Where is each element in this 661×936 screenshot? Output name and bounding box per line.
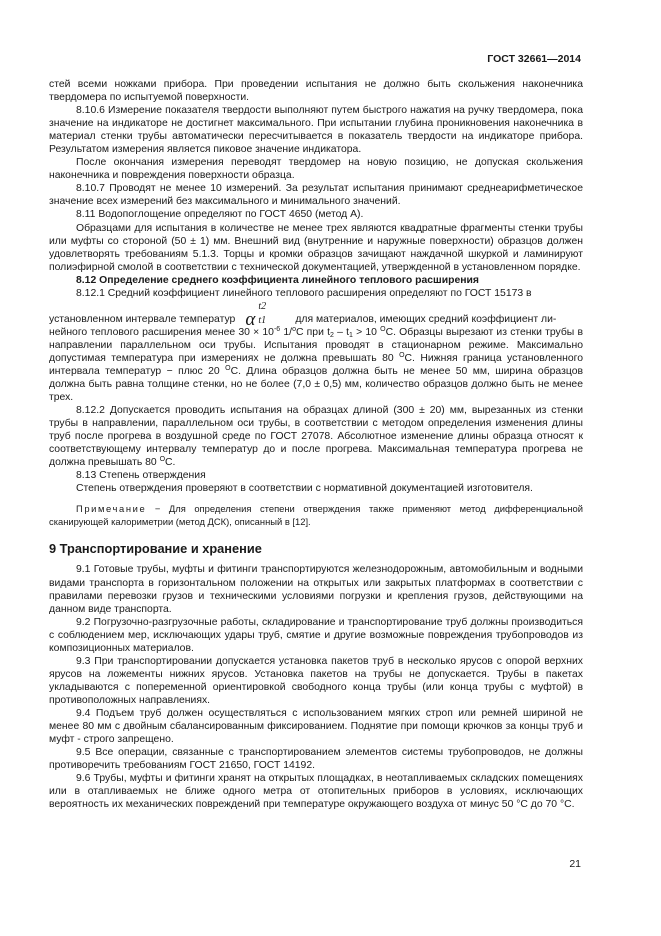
paragraph: После окончания измерения переводят твердомер на новую позицию, не допуская скольжения наконечника и повреждения поверхности образца. — [49, 157, 583, 182]
paragraph: 9.4 Подъем труб должен осуществляться с использованием мягких строп или ремней шириной не менее 80 мм с двойным сбалансированным фиксированием. Поднятие при помощи крючков за концы труб и муфт - строго запрещено. — [49, 707, 583, 746]
subsection-heading: 8.12 Определение среднего коэффициента линейного теплового расширения — [76, 274, 479, 286]
formula-line — [49, 300, 583, 330]
page-number: 21 — [569, 858, 581, 870]
paragraph: 9.2 Погрузочно-разгрузочные работы, складирование и транспортирование труб должны производиться с соблюдением мер, исключающих удары труб, смятие и другие возможные повреждения трубопроводов из композиционных материалов. — [49, 616, 583, 654]
paragraph: 8.11 Водопоглощение определяют по ГОСТ 4650 (метод А). — [76, 209, 364, 221]
document-header: ГОСТ 32661—2014 — [487, 53, 581, 65]
paragraph: Степень отверждения проверяют в соответствии с нормативной документацией изготовителя. — [76, 483, 533, 495]
paragraph: нейного теплового расширения менее $30 \times 10^{-6}$ 1/$^o$C при $t_2 - t_1 > 10$ $^O$C. Образцы вырезают из стенки трубы в направлении параллельном оси трубы. Испытания проводят в стационарном режиме. Максимально допустимая температура при измерениях не должна превышать 80 $^O$C. Нижняя граница установленного интервала температур − плюс 20 $^O$C. Длина образцов должна быть не менее 50 мм, ширина образцов должна быть равна толщине стенки, но не более (7,0 ± 0,5) мм, количество образцов должно быть не менее трех. — [49, 325, 583, 404]
formula-text-before: установленном интервале температур — [49, 313, 236, 325]
note — [49, 503, 583, 528]
paragraph: 9.5 Все операции, связанные с транспортированием элементов системы трубопроводов, не должны противоречить требованиям ГОСТ 21650, ГОСТ 14192. — [49, 747, 583, 772]
paragraph: 8.10.7 Проводят не менее 10 измерений. За результат испытания принимают среднеарифметическое значение всех измерений без максимального и минимального значений. — [49, 183, 583, 208]
formula-symbol: α — [245, 308, 256, 330]
formula-text-after: для материалов, имеющих средний коэффициент ли- — [295, 313, 557, 325]
paragraph: 8.12.2 Допускается проводить испытания на образцах длиной (300 ± 20) мм, вырезанных из стенки трубы в направлении, параллельном оси трубы, в соответствии с методом определения изменения длины труб после прогрева в воздушной среде по ГОСТ 27078. Абсолютное изменение длины образца относят к соответствующему интервалу температур до и после прогрева. Максимальная температура прогрева не должна превышать 80 $^O$C. — [49, 405, 583, 469]
note-text: − Для определения степени отверждения также применяют метод дифференциальной сканирующей калориметрии (метод ДСК), описанный в [12]. — [49, 503, 583, 527]
paragraph: стей всеми ножками прибора. При проведении испытания не должно быть скольжения наконечника твердомера по испытуемой поверхности. — [49, 79, 583, 104]
paragraph: 9.1 Готовые трубы, муфты и фитинги транспортируются железнодорожным, автомобильным и водными видами транспорта в горизонтальном положении на открытых или закрытых платформах в соответствии с правилами перевозки грузов и техническими условиями погрузки и крепления грузов, действующими на данном виде транспорта. — [49, 564, 583, 615]
page-body — [49, 78, 583, 811]
formula-superscript: t2 — [258, 300, 267, 312]
formula-subscript: t1 — [258, 314, 267, 326]
alpha-formula — [245, 300, 281, 330]
paragraph: 8.13 Степень отверждения — [76, 470, 206, 482]
paragraph: Образцами для испытания в количестве не менее трех являются квадратные фрагменты стенки трубы или муфты со стороной (50 ± 1) мм. Внешний вид (внутренние и наружные поверхности) образцов должен удовлетворять требованиям 5.1.3. Торцы и кромки образцов зачищают наждачной шкуркой и ламинируют полиэфирной смолой в соответствии с технической документацией, утвержденной в установленном порядке. — [49, 222, 583, 273]
paragraph: 8.12.1 Средний коэффициент линейного теплового расширения определяют по ГОСТ 15173 в — [76, 287, 532, 299]
note-label: Примечание — [76, 503, 147, 515]
paragraph: 9.6 Трубы, муфты и фитинги хранят на открытых площадках, в неотапливаемых складских помещениях или в отапливаемых не ближе одного метра от отопительных приборов в условиях, исключающих вероятность их механических повреждений при температуре окружающего воздуха от минус 50 °С до 70 °С. — [49, 773, 583, 811]
paragraph: 9.3 При транспортировании допускается установка пакетов труб в несколько ярусов с опорой верхних ярусов на ложементы нижних ярусов. Установка пакетов на трубы не допускается. Трубы в пакетах укладываются с попеременной ориентировкой свободного конца трубы (или конца трубы с муфтой) в противоположных направлениях. — [49, 655, 583, 706]
paragraph: 8.10.6 Измерение показателя твердости выполняют путем быстрого нажатия на ручку твердомера, пока значение на индикаторе не достигнет максимального. При испытании глубина проникновения наконечника в материал стенки трубы автоматически пересчитывается в показатель твердости на индикаторе прибора. Результатом измерения является пиковое значение индикатора. — [49, 105, 583, 156]
section-heading: 9 Транспортирование и хранение — [49, 541, 262, 557]
